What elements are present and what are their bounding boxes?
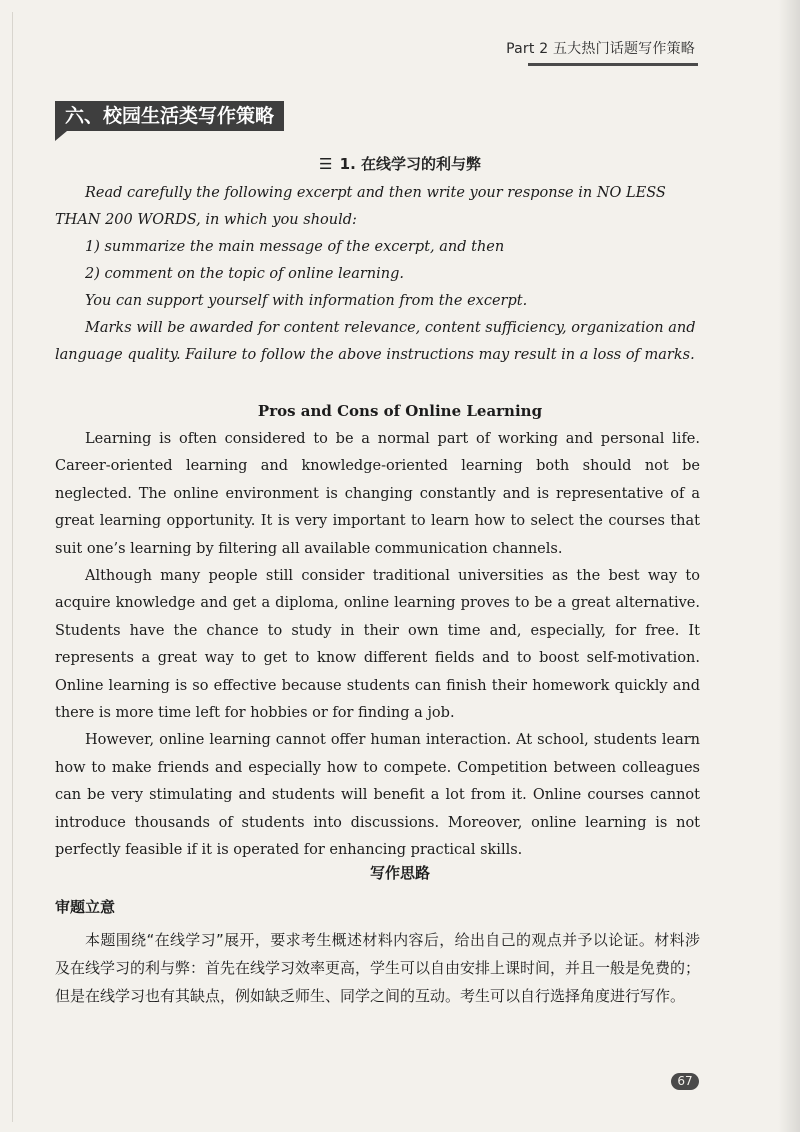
essay-paragraph-3: However, online learning cannot offer human interaction. At school, students learn how to make friends and especially how to compete. Competition between colleagues can be very stimulating and students will benefit a lot from it. Online courses cannot introduce thousands of students into discussions. Moreover, online learning is not perfectly feasible if it is operated for enhancing practical skills. <box>55 732 700 859</box>
instruction-point-1: 1) summarize the main message of the excerpt, and then <box>85 239 505 255</box>
topic-title-text: 1. 在线学习的利与弊 <box>339 155 482 173</box>
section-banner: 六、校园生活类写作策略 <box>55 101 284 131</box>
instruction-support: You can support yourself with information from the excerpt. <box>85 293 528 309</box>
analysis-heading: 审题立意 <box>55 898 116 916</box>
instruction-point-2: 2) comment on the topic of online learning. <box>85 266 405 282</box>
page-number: 67 <box>671 1073 699 1090</box>
topic-title <box>0 153 800 174</box>
essay-body <box>55 426 700 865</box>
header-rule <box>528 63 698 66</box>
instruction-intro: Read carefully the following excerpt and then write your response in NO LESS THAN 200 WORDS, in which you should: <box>55 185 666 228</box>
essay-paragraph-2: Although many people still consider traditional universities as the best way to acquire knowledge and get a diploma, online learning proves to be a great alternative. Students have the chance to study in their own time and, especially, for free. It represents a great way to get to know different fields and to boost self-motivation. Online learning is so effective because students can finish their homework quickly and there is more time left for hobbies or for finding a job. <box>55 568 700 722</box>
approach-title: 写作思路 <box>369 864 430 882</box>
document-icon: ☰ <box>318 155 333 173</box>
analysis-body <box>55 926 700 1010</box>
essay-paragraph-1: Learning is often considered to be a normal part of working and personal life. Career-oriented learning and knowledge-oriented learning both should not be neglected. The online environment is changing constantly and is representative of a great learning opportunity. It is very important to learn how to select the courses that suit one’s learning by filtering all available communication channels. <box>55 431 700 557</box>
essay-title: Pros and Cons of Online Learning <box>257 402 543 420</box>
writing-instructions <box>55 180 700 369</box>
banner-notch <box>55 131 67 141</box>
analysis-paragraph: 本题围绕“在线学习”展开，要求考生概述材料内容后，给出自己的观点并予以论证。材料涉及在线学习的利与弊：首先在线学习效率更高，学生可以自由安排上课时间，并且一般是免费的；但是在线学习也有其缺点，例如缺乏师生、同学之间的互动。考生可以自行选择角度进行写作。 <box>55 931 701 1005</box>
running-header: Part 2 五大热门话题写作策略 <box>506 41 695 57</box>
instruction-marking: Marks will be awarded for content relevance, content sufficiency, organization and language quality. Failure to follow the above instructions may result in a loss of marks. <box>55 320 696 363</box>
